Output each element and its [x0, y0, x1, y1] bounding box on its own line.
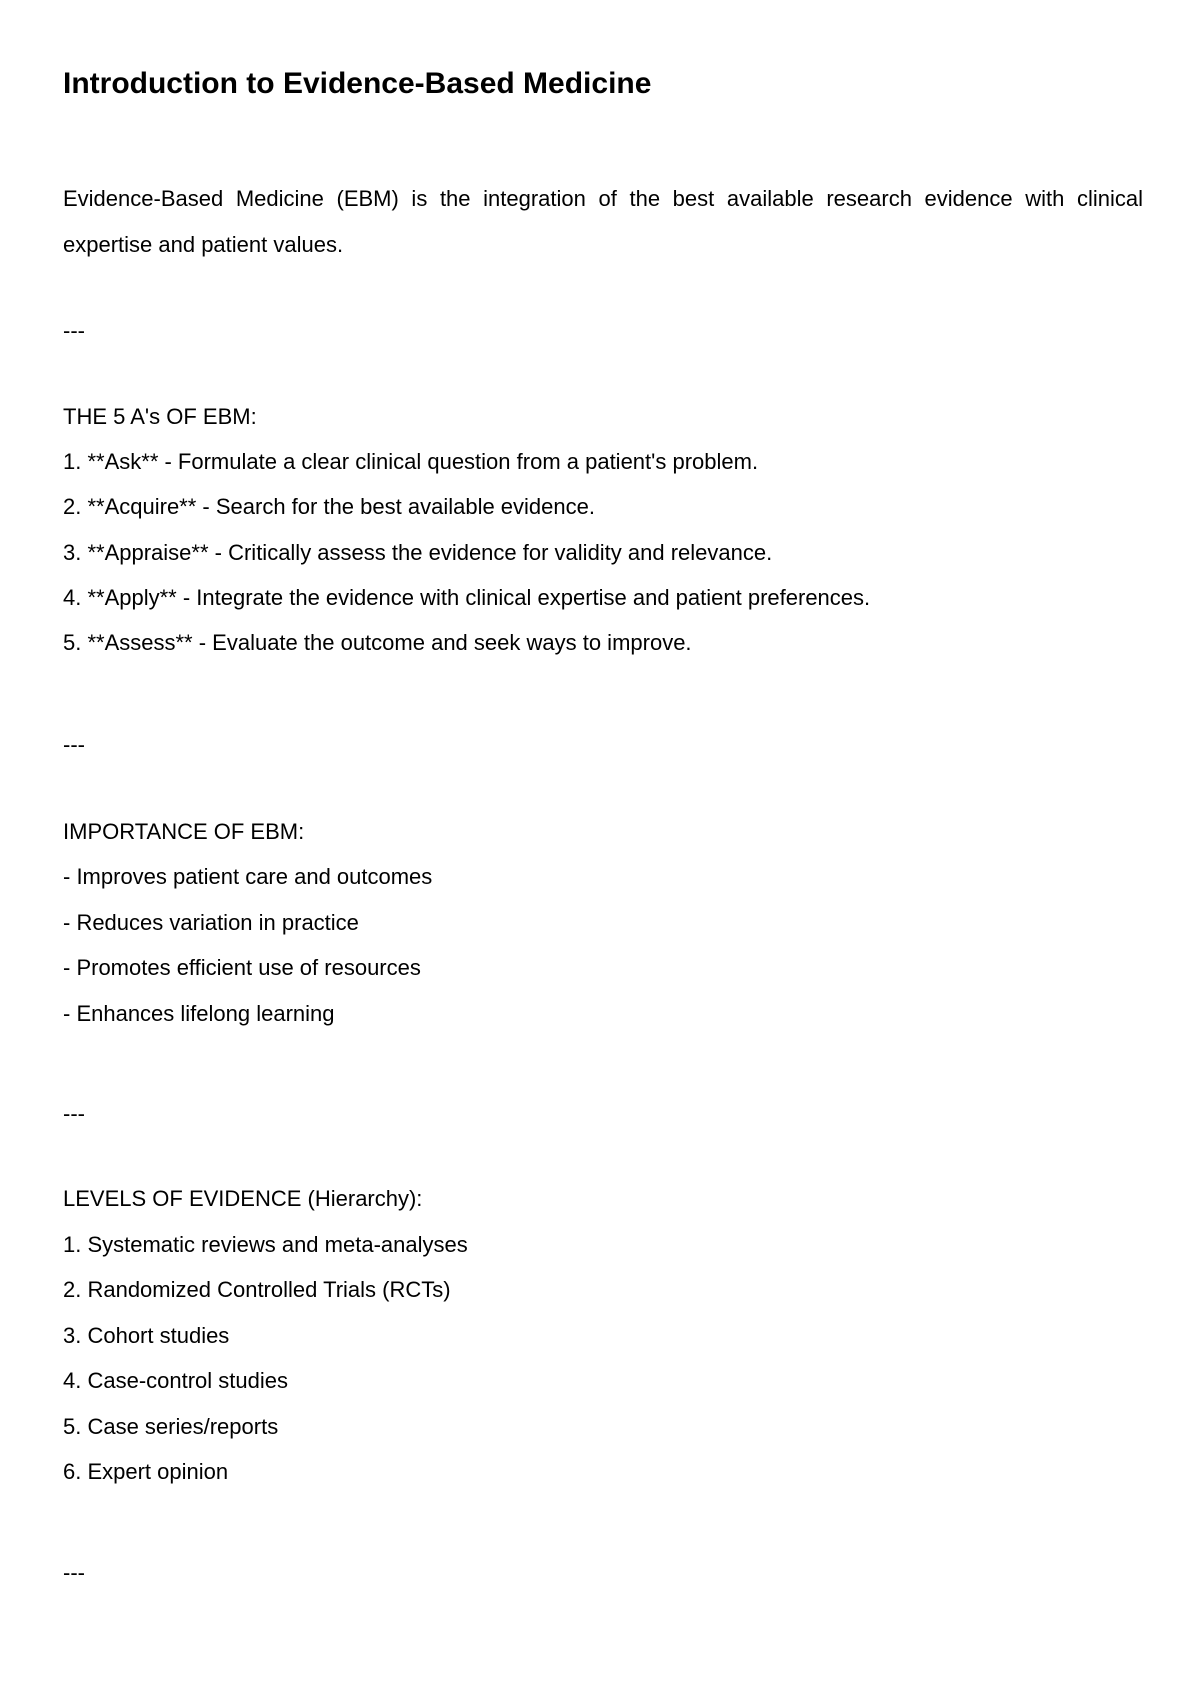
importance-item: - Enhances lifelong learning	[63, 1001, 335, 1026]
levels-item: 5. Case series/reports	[63, 1414, 279, 1439]
separator: ---	[63, 732, 85, 757]
separator: ---	[63, 1101, 85, 1126]
five-as-item: 4. **Apply** - Integrate the evidence with clinical expertise and patient preferences.	[63, 585, 871, 610]
five-as-item: 5. **Assess** - Evaluate the outcome and seek ways to improve.	[63, 630, 692, 655]
importance-item: - Improves patient care and outcomes	[63, 864, 433, 889]
five-as-item: 2. **Acquire** - Search for the best available evidence.	[63, 494, 595, 519]
five-as-item: 3. **Appraise** - Critically assess the evidence for validity and relevance.	[63, 540, 773, 565]
separator: ---	[63, 1560, 85, 1585]
levels-item: 1. Systematic reviews and meta-analyses	[63, 1232, 468, 1257]
intro-paragraph: Evidence-Based Medicine (EBM) is the integration of the best available research evidence with clinical expertise and patient values.	[63, 186, 1143, 257]
levels-item: 2. Randomized Controlled Trials (RCTs)	[63, 1277, 451, 1302]
levels-item: 4. Case-control studies	[63, 1368, 288, 1393]
levels-item: 6. Expert opinion	[63, 1459, 229, 1484]
separator: ---	[63, 318, 85, 343]
levels-item: 3. Cohort studies	[63, 1323, 230, 1348]
importance-heading: IMPORTANCE OF EBM:	[63, 819, 305, 844]
importance-item: - Reduces variation in practice	[63, 910, 359, 935]
five-as-heading: THE 5 A's OF EBM:	[63, 404, 257, 429]
document-title: Introduction to Evidence-Based Medicine	[63, 67, 652, 100]
levels-heading: LEVELS OF EVIDENCE (Hierarchy):	[63, 1186, 423, 1211]
five-as-item: 1. **Ask** - Formulate a clear clinical question from a patient's problem.	[63, 449, 759, 474]
importance-item: - Promotes efficient use of resources	[63, 955, 421, 980]
